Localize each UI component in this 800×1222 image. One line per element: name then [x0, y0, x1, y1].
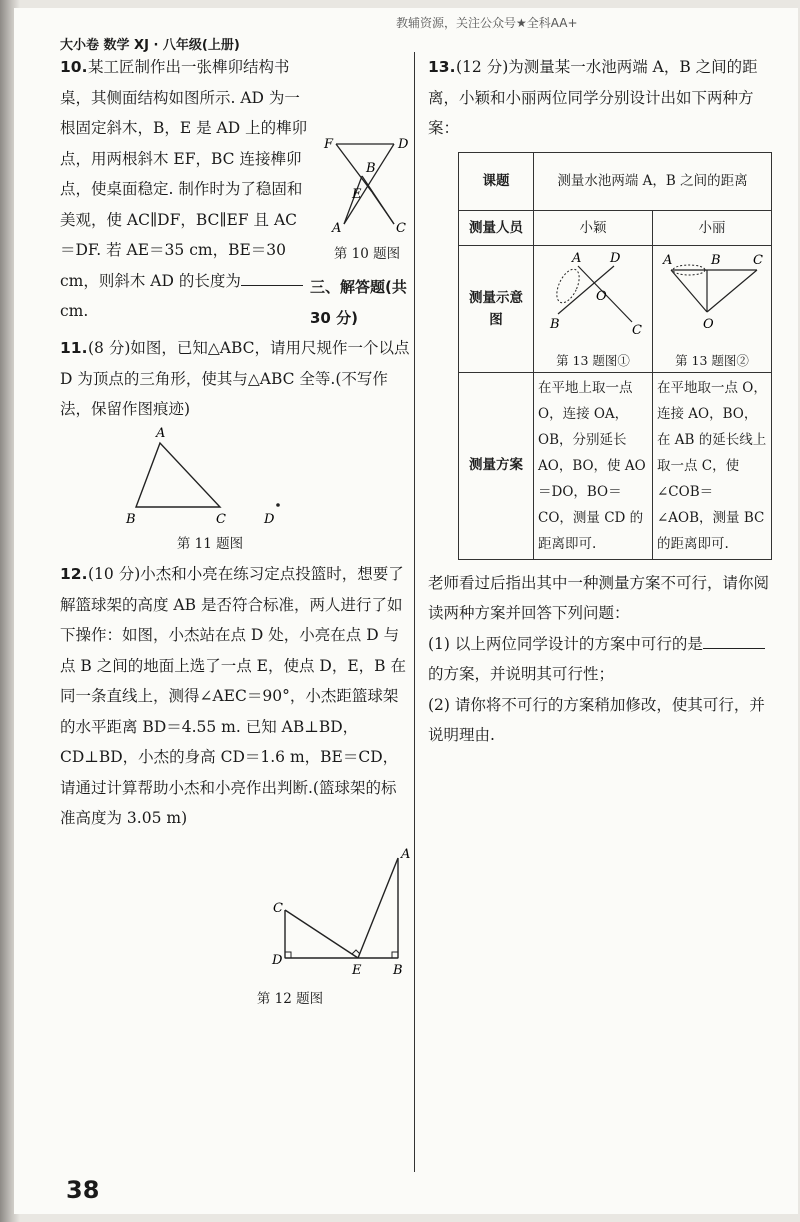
question-13 — [428, 52, 778, 144]
question-text: 某工匠制作出一张榫卯结构书桌，其侧面结构如图所示. AD 为一根固定斜木，B，E 是 AD 上的榫卯点，用两根斜木 EF，BC 连接榫卯点，使桌面稳定. 制作时为了稳固和美观，使 AC∥DF，BC∥EF 且 AC＝DF. 若 AE＝35 cm，BE＝30 cm，则斜木 AD 的长度为 — [60, 58, 308, 290]
question-text: (12 分)为测量某一水池两端 A，B 之间的距离，小颖和小丽两位同学分别设计出如下两种方案： — [428, 58, 758, 137]
figure-11-drawing — [60, 425, 410, 537]
label-B: B — [711, 253, 721, 268]
q13-sub-1 — [428, 629, 778, 690]
table-diagram-label: 测量示意图 — [459, 246, 534, 373]
table-person-1: 小颖 — [534, 210, 653, 246]
figure-10-drawing — [322, 136, 412, 236]
figure-11 — [60, 425, 410, 543]
scheme-table — [458, 152, 772, 560]
table-person-label: 测量人员 — [459, 210, 534, 246]
label-B: B — [393, 962, 403, 978]
q13-instruction: 老师看过后指出其中一种测量方案不可行，请你阅读两种方案并回答下列问题： — [428, 573, 770, 622]
section-heading: 三、解答题(共 30 分) — [310, 278, 407, 327]
diagram-13-2 — [657, 248, 767, 340]
table-topic-label: 课题 — [459, 152, 534, 210]
label-C: C — [753, 253, 763, 268]
question-text: (8 分)如图，已知△ABC，请用尺规作一个以点 D 为顶点的三角形，使其与△ABC 全等.(不写作法，保留作图痕迹) — [60, 339, 410, 418]
column-divider — [414, 52, 415, 1172]
label-B: B — [126, 511, 136, 527]
figure-12 — [60, 840, 410, 990]
page-number: 38 — [66, 1176, 100, 1204]
table-person-2: 小丽 — [653, 210, 772, 246]
label-D: D — [272, 952, 283, 968]
q13-sub-1-text-end: 的方案，并说明其可行性； — [428, 665, 615, 683]
label-D: D — [610, 251, 621, 266]
label-A: A — [332, 221, 342, 236]
table-diagram-2 — [653, 246, 772, 373]
question-text-unit: cm. — [60, 302, 89, 320]
label-B: B — [366, 161, 376, 176]
label-O: O — [596, 289, 607, 304]
page-header — [60, 14, 780, 53]
figure-12-caption: 第 12 题图 — [256, 990, 324, 1007]
answer-blank[interactable] — [703, 630, 765, 649]
label-E: E — [352, 187, 362, 202]
table-diagram-1 — [534, 246, 653, 373]
figure-10 — [322, 136, 412, 263]
label-A: A — [663, 253, 673, 268]
left-column — [60, 52, 410, 1014]
q13-sub-2: (2) 请你将不可行的方案稍加修改，使其可行，并说明理由. — [428, 695, 765, 744]
question-11 — [60, 333, 410, 559]
diagram-13-2-caption: 第 13 题图② — [675, 352, 749, 368]
question-number: 10. — [60, 58, 88, 76]
figure-10-caption: 第 10 题图 — [333, 245, 401, 262]
q13-sub-1-text: (1) 以上两位同学设计的方案中可行的是 — [428, 634, 703, 653]
answer-blank[interactable] — [241, 267, 303, 286]
figure-11-caption: 第 11 题图 — [176, 535, 244, 552]
label-A: A — [572, 251, 582, 266]
label-A: A — [156, 425, 166, 441]
label-A: A — [401, 846, 410, 862]
header-book-title: 大小卷 数学 XJ · 八年级(上册) — [60, 38, 240, 53]
label-F: F — [324, 137, 334, 152]
label-C: C — [396, 221, 406, 236]
table-plan-label: 测量方案 — [459, 372, 534, 559]
question-number: 11. — [60, 339, 88, 357]
question-text: (10 分)小杰和小亮在练习定点投篮时，想要了解篮球架的高度 AB 是否符合标准，两人进行了如下操作：如图，小杰站在点 D 处，小亮在点 D 与点 B 之间的地面上选了一点 E，使点 D，E，B 在同一条直线上，测得∠AEC＝90°，小杰距篮球架的水平距离 BD＝4.55 m. 已知 AB⊥BD，CD⊥BD，小杰的身高 CD＝1.6 m，BE＝CD，请通过计算帮助小杰和小亮作出判断.(篮球架的标准高度为 3.05 m) — [60, 565, 406, 827]
diagram-13-1 — [538, 248, 648, 340]
right-column — [428, 52, 778, 751]
figure-12-drawing — [60, 840, 410, 990]
question-number: 12. — [60, 565, 88, 583]
table-plan-1: 在平地上取一点 O，连接 OA，OB，分别延长 AO，BO，使 AO＝DO，BO＝CO，测量 CD 的距离即可. — [534, 372, 653, 559]
label-D: D — [398, 137, 409, 152]
question-number: 13. — [428, 58, 456, 76]
header-watermark: 教辅资源，关注公众号★全科AA+ — [396, 16, 578, 30]
label-B: B — [550, 317, 560, 332]
label-D: D — [264, 511, 275, 527]
label-E: E — [352, 962, 362, 978]
table-topic-value: 测量水池两端 A，B 之间的距离 — [534, 152, 772, 210]
label-C: C — [273, 900, 283, 916]
diagram-13-1-caption: 第 13 题图① — [556, 352, 630, 368]
label-C: C — [632, 323, 642, 338]
table-plan-2: 在平地取一点 O，连接 AO，BO，在 AB 的延长线上取一点 C，使∠COB＝∠AOB，测量 BC 的距离即可. — [653, 372, 772, 559]
label-C: C — [216, 511, 226, 527]
question-12 — [60, 559, 410, 1014]
label-O: O — [703, 317, 714, 332]
